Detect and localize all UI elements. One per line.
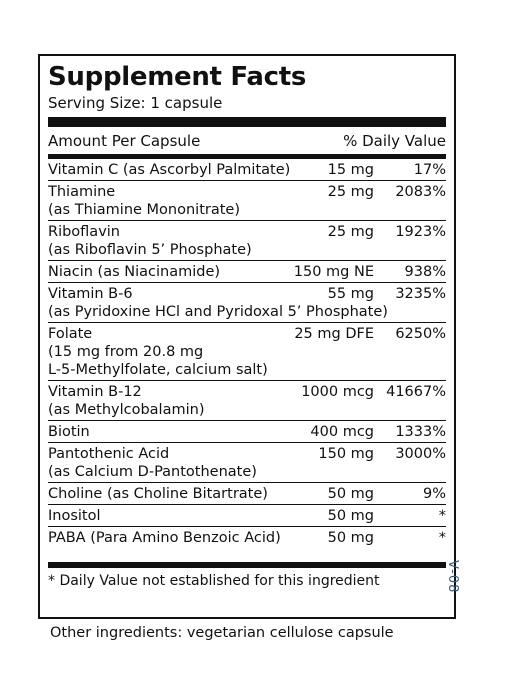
nutrient-row — [48, 323, 446, 381]
nutrient-name: Niacin (as Niacinamide) — [48, 264, 221, 280]
nutrient-daily-value: * — [438, 530, 446, 546]
nutrient-name: Choline (as Choline Bitartrate) — [48, 486, 268, 502]
nutrient-source: (as Pyridoxine HCl and Pyridoxal 5’ Phosphate) — [48, 304, 388, 320]
nutrient-daily-value: 41667% — [386, 384, 446, 400]
nutrient-amount: 150 mg NE — [293, 264, 374, 280]
nutrient-daily-value: 3000% — [395, 446, 446, 462]
nutrient-daily-value: * — [438, 508, 446, 524]
nutrient-row — [48, 421, 446, 443]
supplement-facts-panel — [38, 54, 456, 619]
nutrient-amount: 25 mg — [327, 184, 374, 200]
nutrient-name: Riboflavin — [48, 224, 120, 240]
nutrient-name: Vitamin B-12 — [48, 384, 142, 400]
nutrient-name: Pantothenic Acid — [48, 446, 170, 462]
nutrient-amount: 50 mg — [327, 486, 374, 502]
nutrient-daily-value: 938% — [404, 264, 446, 280]
nutrient-amount: 50 mg — [327, 530, 374, 546]
nutrient-daily-value: 3235% — [395, 286, 446, 302]
nutrient-amount: 400 mcg — [310, 424, 374, 440]
nutrient-amount: 1000 mcg — [301, 384, 374, 400]
footnote: * Daily Value not established for this ingredient — [48, 573, 380, 589]
nutrient-daily-value: 2083% — [395, 184, 446, 200]
nutrient-daily-value: 9% — [422, 486, 446, 502]
nutrient-name: PABA (Para Amino Benzoic Acid) — [48, 530, 281, 546]
nutrient-name: Vitamin C (as Ascorbyl Palmitate) — [48, 162, 291, 178]
nutrient-amount: 25 mg DFE — [294, 326, 374, 342]
nutrient-row — [48, 221, 446, 261]
other-ingredients: Other ingredients: vegetarian cellulose capsule — [50, 625, 394, 641]
nutrient-list — [48, 159, 446, 548]
nutrient-row — [48, 159, 446, 181]
nutrient-name: Biotin — [48, 424, 90, 440]
nutrient-row — [48, 261, 446, 283]
column-header — [48, 127, 446, 159]
nutrient-row — [48, 483, 446, 505]
header-dv-label: % Daily Value — [343, 132, 446, 150]
nutrient-name: Inositol — [48, 508, 101, 524]
header-amount-label: Amount Per Capsule — [48, 132, 201, 150]
nutrient-daily-value: 1923% — [395, 224, 446, 240]
nutrient-source: (15 mg from 20.8 mg — [48, 344, 204, 360]
nutrient-name: Thiamine — [48, 184, 116, 200]
nutrient-row — [48, 505, 446, 527]
nutrient-source: (as Methylcobalamin) — [48, 402, 205, 418]
nutrient-source-cont: L-5-Methylfolate, calcium salt) — [48, 362, 268, 378]
nutrient-amount: 25 mg — [327, 224, 374, 240]
nutrient-daily-value: 1333% — [395, 424, 446, 440]
nutrient-source: (as Calcium D-Pantothenate) — [48, 464, 257, 480]
nutrient-source: (as Riboflavin 5’ Phosphate) — [48, 242, 252, 258]
nutrient-row — [48, 443, 446, 483]
nutrient-daily-value: 17% — [413, 162, 446, 178]
nutrient-row — [48, 527, 446, 548]
nutrient-amount: 150 mg — [318, 446, 374, 462]
nutrient-daily-value: 6250% — [395, 326, 446, 342]
side-code: V-08 — [445, 560, 460, 594]
nutrient-name: Folate — [48, 326, 93, 342]
nutrient-row — [48, 283, 446, 323]
nutrient-name: Vitamin B-6 — [48, 286, 133, 302]
nutrient-amount: 50 mg — [327, 508, 374, 524]
nutrient-amount: 15 mg — [327, 162, 374, 178]
panel-title: Supplement Facts — [48, 62, 307, 92]
thick-divider — [48, 117, 446, 127]
serving-size: Serving Size: 1 capsule — [48, 94, 223, 112]
nutrient-source: (as Thiamine Mononitrate) — [48, 202, 240, 218]
nutrient-amount: 55 mg — [327, 286, 374, 302]
nutrient-row — [48, 381, 446, 421]
nutrient-row — [48, 181, 446, 221]
